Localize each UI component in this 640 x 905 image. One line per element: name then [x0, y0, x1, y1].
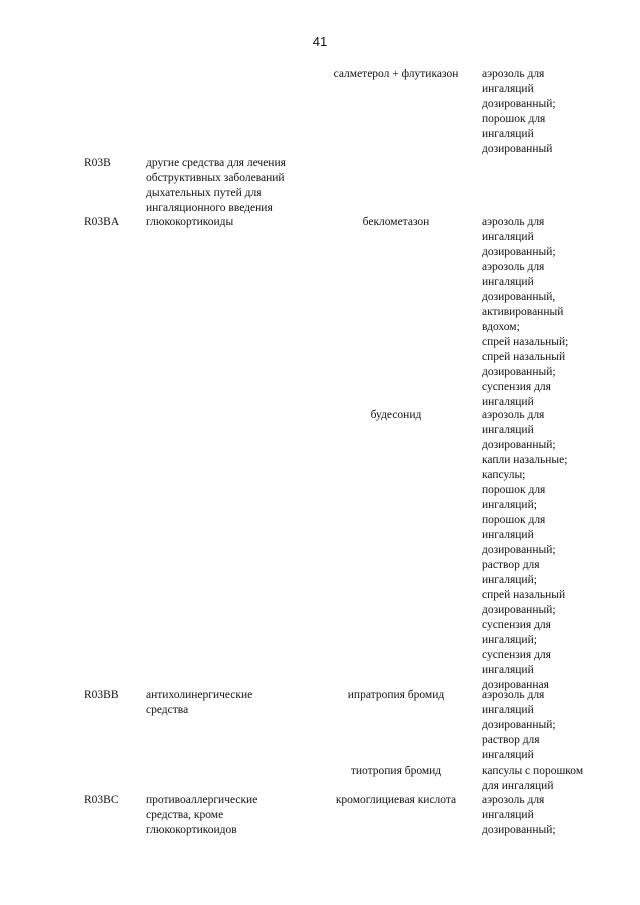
drug-name: тиотропия бромид: [350, 765, 442, 777]
atc-code: R03BC: [84, 794, 119, 806]
page-number: 41: [312, 34, 328, 49]
dosage-form: капсулы с порошком для ингаляций: [482, 765, 584, 792]
drug-name: будесонид: [370, 409, 422, 421]
dosage-form: аэрозоль для ингаляций дозированный; раствор для ингаляций: [482, 689, 556, 761]
group-name: глюкокортикоиды: [146, 216, 234, 228]
group-name: противоаллергические средства, кроме глюкокортикоидов: [146, 794, 258, 836]
drug-name: кромоглициевая кислота: [335, 794, 457, 806]
dosage-form: аэрозоль для ингаляций дозированный; капли назальные; капсулы; порошок для ингаляций; порошок для ингаляций дозированный; раствор для ингаляций; спрей назальный дозированный; суспензия для ингаляций; суспензия для ингаляций дозированная: [482, 409, 568, 691]
dosage-form: аэрозоль для ингаляций дозированный;: [482, 794, 556, 836]
dosage-form: аэрозоль для ингаляций дозированный; порошок для ингаляций дозированный: [482, 68, 556, 155]
group-name: другие средства для лечения обструктивных заболеваний дыхательных путей для ингаляционного введения: [146, 157, 286, 214]
dosage-form: аэрозоль для ингаляций дозированный; аэрозоль для ингаляций дозированный, активированный вдохом; спрей назальный; спрей назальный дозированный; суспензия для ингаляций: [482, 216, 569, 408]
drug-name: салметерол + флутиказон: [333, 68, 459, 80]
drug-name: беклометазон: [362, 216, 430, 228]
atc-code: R03B: [84, 157, 111, 169]
drug-name: ипратропия бромид: [347, 689, 445, 701]
atc-code: R03BA: [84, 216, 120, 228]
group-name: антихолинергические средства: [146, 689, 253, 716]
atc-code: R03BB: [84, 689, 119, 701]
